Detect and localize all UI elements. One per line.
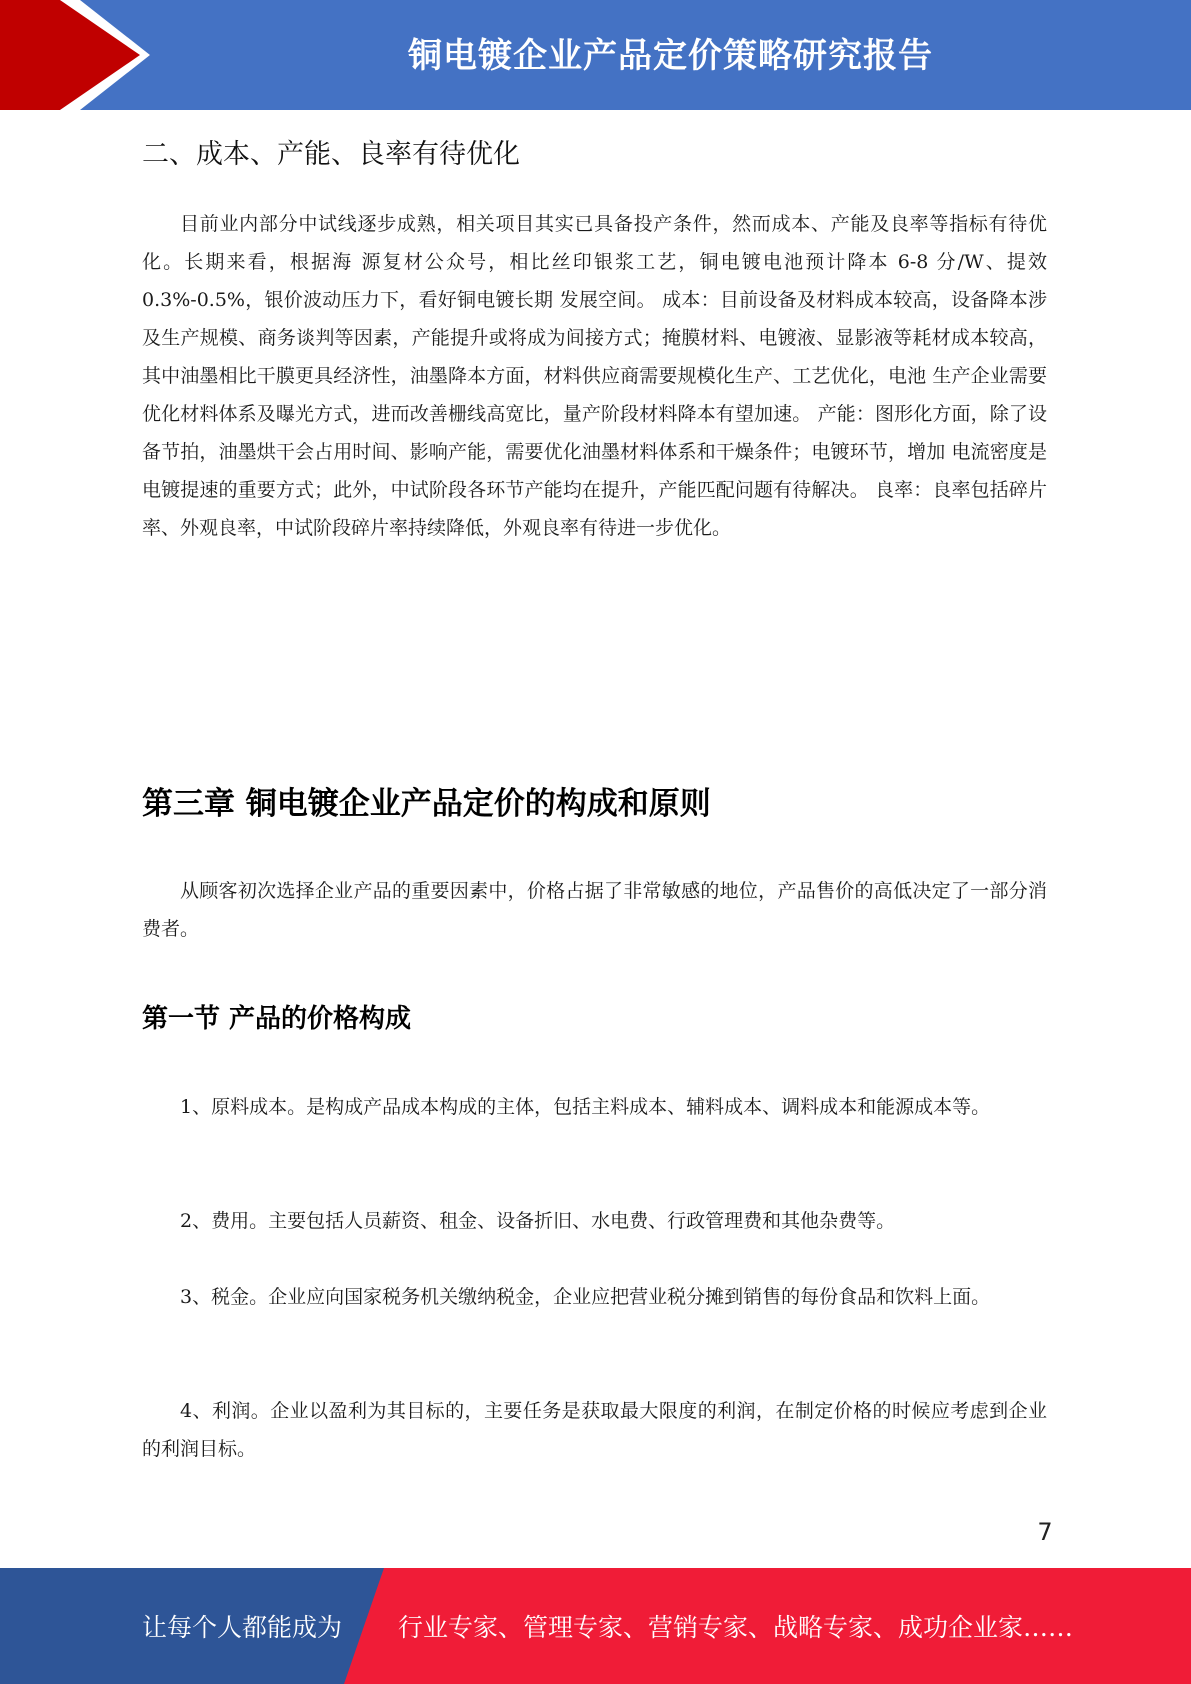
subsection-heading: 第一节 产品的价格构成	[142, 1004, 412, 1034]
report-title: 铜电镀企业产品定价策略研究报告	[408, 36, 933, 76]
page-footer	[0, 1568, 1191, 1684]
list-item-profit: 4、利润。企业以盈利为其目标的，主要任务是获取最大限度的利润，在制定价格的时候应考虑到企业的利润目标。	[142, 1400, 1047, 1460]
page-header	[0, 0, 1191, 110]
footer-slogan-left: 让每个人都能成为	[142, 1613, 343, 1642]
section-paragraph: 目前业内部分中试线逐步成熟，相关项目其实已具备投产条件，然而成本、产能及良率等指标有待优化。长期来看，根据海 源复材公众号，相比丝印银浆工艺，铜电镀电池预计降本 6-8 分/W、提效 0.3%-0.5%，银价波动压力下，看好铜电镀长期 发展空间。 成本：目前设备及材料成本较高，设备降本涉及生产规模、商务谈判等因素，产能提升或将成为间接方式；掩膜材料、电镀液、显影液等耗材成本较高，其中油墨相比干膜更具经济性，油墨降本方面，材料供应商需要规模化生产、工艺优化，电池 生产企业需要优化材料体系及曝光方式，进而改善栅线高宽比，量产阶段材料降本有望加速。 产能：图形化方面，除了设备节拍，油墨烘干会占用时间、影响产能，需要优化油墨材料体系和干燥条件；电镀环节，增加 电流密度是电镀提速的重要方式；此外，中试阶段各环节产能均在提升，产能匹配问题有待解决。 良率：良率包括碎片率、外观良率，中试阶段碎片率持续降低，外观良率有待进一步优化。	[142, 213, 1047, 539]
page-number: 7	[1037, 1518, 1053, 1546]
chapter-heading: 第三章 铜电镀企业产品定价的构成和原则	[142, 786, 711, 822]
list-item-raw-material-cost: 1、原料成本。是构成产品成本构成的主体，包括主料成本、辅料成本、调料成本和能源成本等。	[180, 1096, 991, 1118]
footer-slogan-right: 行业专家、管理专家、营销专家、战略专家、成功企业家……	[398, 1613, 1074, 1642]
list-item-taxes: 3、税金。企业应向国家税务机关缴纳税金，企业应把营业税分摊到销售的每份食品和饮料上面。	[180, 1286, 991, 1308]
header-arrow-decoration	[0, 0, 160, 110]
chapter-intro-paragraph: 从顾客初次选择企业产品的重要因素中，价格占据了非常敏感的地位，产品售价的高低决定了一部分消费者。	[142, 880, 1047, 940]
list-item-expenses: 2、费用。主要包括人员薪资、租金、设备折旧、水电费、行政管理费和其他杂费等。	[180, 1210, 896, 1232]
section-heading: 二、成本、产能、良率有待优化	[142, 139, 520, 170]
